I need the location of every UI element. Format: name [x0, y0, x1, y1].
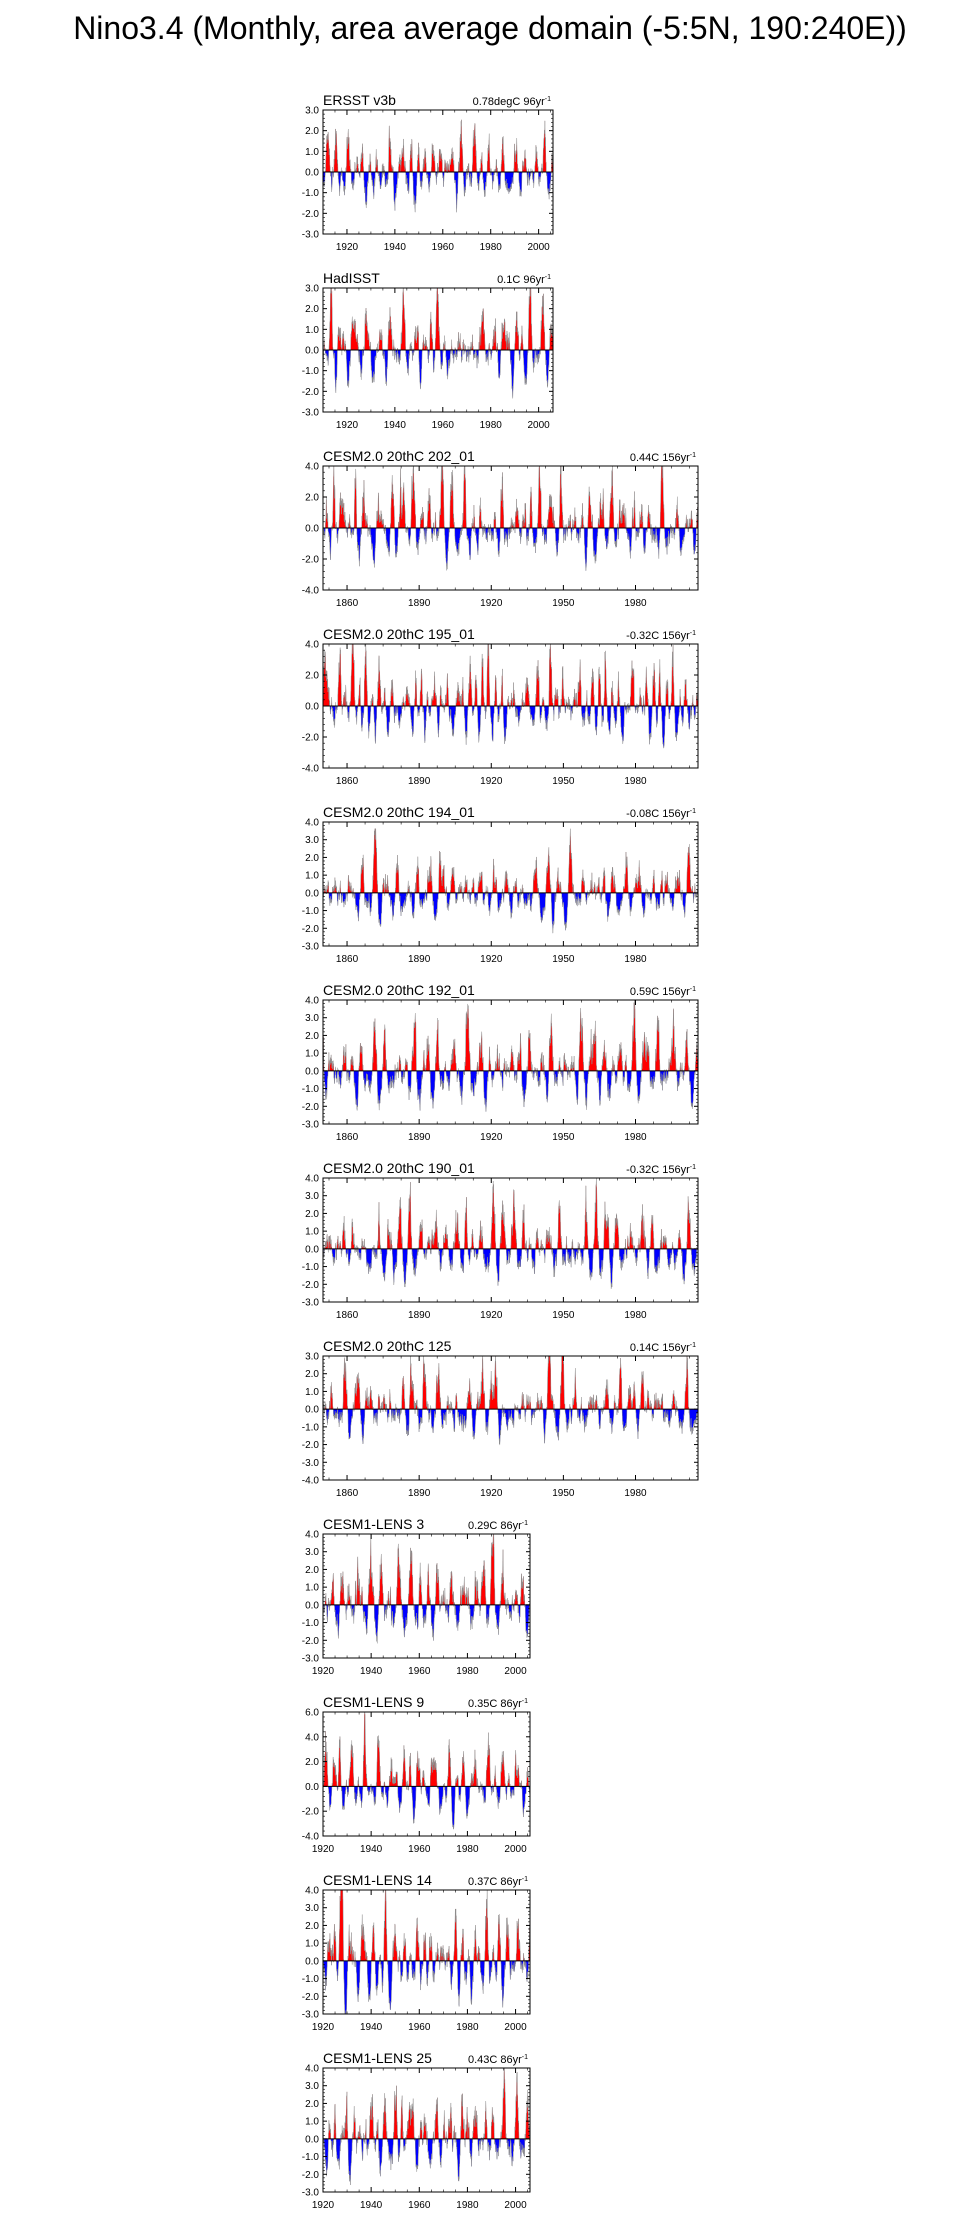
y-tick-label: 2.0: [305, 1369, 319, 1381]
x-tick-label: 1920: [335, 242, 359, 253]
y-tick-label: -3.0: [301, 407, 319, 419]
positive-anomaly-bars: [323, 1712, 529, 1786]
panel-title: CESM2.0 20thC 202_01: [323, 448, 475, 464]
x-tick-label: 1860: [335, 1488, 359, 1499]
anomaly-series-line: [323, 1712, 530, 1829]
chart-panel-2: [302, 270, 553, 431]
y-tick-label: -3.0: [301, 1457, 319, 1469]
y-tick-label: -3.0: [301, 1653, 319, 1665]
x-tick-label: 1940: [360, 2200, 383, 2211]
panel-trend-label: 0.29C $86yr^{-1}$: [467, 1520, 528, 1532]
y-tick-label: -2.0: [301, 1806, 319, 1818]
chart-panel-12: [302, 2050, 530, 2211]
y-tick-label: 0.0: [305, 2134, 319, 2146]
y-tick-label: -3.0: [301, 229, 319, 241]
x-tick-label: 1920: [480, 776, 503, 787]
y-tick-label: -3.0: [301, 2009, 319, 2021]
x-tick-label: 1860: [335, 954, 359, 965]
y-tick-label: 1.0: [305, 1386, 319, 1398]
anomaly-bars: [323, 1890, 530, 2014]
panel-title: CESM2.0 20thC 195_01: [323, 626, 475, 642]
anomaly-bars: [323, 1000, 698, 1112]
anomaly-bars: [323, 120, 553, 212]
panel-trend-label: 0.37C $86yr^{-1}$: [467, 1876, 528, 1888]
chart-panel-4: [302, 626, 698, 787]
panel-trend-label: 0.14C $156yr^{-1}$: [629, 1342, 696, 1354]
x-tick-label: 2000: [504, 2022, 527, 2033]
panel-title: CESM2.0 20thC 125: [323, 1338, 452, 1354]
x-tick-label: 1940: [383, 242, 406, 253]
plot-frame: [323, 1712, 530, 1836]
y-tick-label: -2.0: [301, 386, 319, 398]
panel-title: CESM1-LENS 9: [323, 1694, 425, 1710]
y-tick-label: 0.0: [305, 888, 319, 900]
y-tick-label: 2.0: [305, 1920, 319, 1932]
y-tick-label: 1.0: [305, 1582, 319, 1594]
x-tick-label: 1980: [624, 776, 647, 787]
y-tick-label: -2.0: [301, 208, 319, 220]
x-tick-label: 1920: [480, 1132, 503, 1143]
y-tick-label: 3.0: [305, 835, 319, 847]
x-tick-label: 1890: [408, 1488, 431, 1499]
panel-title: CESM1-LENS 3: [323, 1516, 425, 1532]
x-tick-label: 2000: [504, 1666, 527, 1677]
y-tick-label: 2.0: [305, 670, 319, 682]
panel-title: CESM2.0 20thC 192_01: [323, 982, 475, 998]
anomaly-bars: [323, 1534, 530, 1643]
x-tick-label: 1940: [360, 2022, 383, 2033]
x-tick-label: 1980: [456, 2022, 479, 2033]
panel-trend-label: 0.1C $96yr^{-1}$: [497, 274, 551, 286]
x-tick-label: 1980: [456, 1844, 479, 1855]
panel-trend-label: 0.35C $86yr^{-1}$: [467, 1698, 528, 1710]
y-tick-label: 0.0: [305, 1956, 319, 1968]
y-tick-label: 4.0: [305, 1885, 319, 1897]
x-tick-label: 1920: [311, 2022, 335, 2033]
x-tick-label: 1950: [552, 1310, 575, 1321]
y-tick-label: -4.0: [301, 763, 319, 775]
anomaly-bars: [323, 1356, 698, 1445]
y-tick-label: 2.0: [305, 1030, 319, 1042]
anomaly-bars: [323, 288, 553, 398]
y-tick-label: 0.0: [305, 1781, 319, 1793]
x-tick-label: 1960: [408, 1666, 431, 1677]
x-tick-label: 1920: [480, 1310, 503, 1321]
anomaly-bars: [323, 466, 698, 571]
y-tick-label: 2.0: [305, 1208, 319, 1220]
x-tick-label: 1950: [552, 1488, 575, 1499]
panel-trend-label: 0.44C $156yr^{-1}$: [629, 452, 696, 464]
x-tick-label: 1980: [479, 242, 502, 253]
panel-title: HadISST: [323, 270, 380, 286]
y-tick-label: 0.0: [305, 345, 319, 357]
x-tick-label: 1980: [624, 954, 647, 965]
y-tick-label: -4.0: [301, 585, 319, 597]
y-tick-label: 3.0: [305, 1351, 319, 1363]
x-tick-label: 1890: [408, 1310, 431, 1321]
x-tick-label: 1920: [480, 1488, 503, 1499]
chart-panel-9: [302, 1516, 530, 1677]
positive-anomaly-bars: [323, 644, 698, 706]
negative-anomaly-bars: [323, 172, 551, 212]
panel-title: ERSST v3b: [323, 92, 396, 108]
y-tick-label: 4.0: [305, 1173, 319, 1185]
x-tick-label: 2000: [504, 1844, 527, 1855]
y-tick-label: 1.0: [305, 146, 319, 158]
y-tick-label: -2.0: [301, 1101, 319, 1113]
x-tick-label: 1860: [335, 1132, 359, 1143]
y-tick-label: 0.0: [305, 1066, 319, 1078]
panel-trend-label: -0.08C $156yr^{-1}$: [626, 808, 696, 820]
x-tick-label: 1980: [624, 1488, 647, 1499]
y-tick-label: -1.0: [301, 366, 319, 378]
y-tick-label: 0.0: [305, 1244, 319, 1256]
y-tick-label: 2.0: [305, 126, 319, 138]
page-title: Nino3.4 (Monthly, area average domain (-5:5N, 190:240E)): [73, 10, 907, 46]
x-tick-label: 1960: [431, 242, 454, 253]
y-tick-label: 2.0: [305, 1564, 319, 1576]
y-tick-label: 3.0: [305, 1191, 319, 1203]
x-tick-label: 1980: [624, 1310, 647, 1321]
panel-trend-label: -0.32C $156yr^{-1}$: [626, 630, 696, 642]
y-tick-label: 3.0: [305, 2081, 319, 2093]
positive-anomaly-bars: [323, 829, 698, 893]
chart-panel-10: [302, 1694, 530, 1855]
y-tick-label: 4.0: [305, 2063, 319, 2075]
positive-anomaly-bars: [323, 1890, 530, 1961]
x-tick-label: 1960: [431, 420, 454, 431]
anomaly-bars: [323, 1178, 698, 1289]
y-tick-label: -4.0: [301, 1831, 319, 1843]
y-tick-label: 0.0: [305, 701, 319, 713]
y-tick-label: -4.0: [301, 1475, 319, 1487]
y-tick-label: -1.0: [301, 906, 319, 918]
y-tick-label: -3.0: [301, 2187, 319, 2199]
plot-frame: [323, 1534, 530, 1658]
y-tick-label: 4.0: [305, 1529, 319, 1541]
x-tick-label: 1980: [456, 1666, 479, 1677]
x-tick-label: 1960: [408, 2200, 431, 2211]
anomaly-bars: [323, 1712, 530, 1829]
y-tick-label: 4.0: [305, 817, 319, 829]
x-tick-label: 1980: [456, 2200, 479, 2211]
y-tick-label: -1.0: [301, 1422, 319, 1434]
anomaly-bars: [323, 2068, 530, 2185]
y-tick-label: 1.0: [305, 2116, 319, 2128]
y-tick-label: 3.0: [305, 1013, 319, 1025]
x-tick-label: 1860: [335, 1310, 359, 1321]
x-tick-label: 1980: [624, 1132, 647, 1143]
y-tick-label: 1.0: [305, 870, 319, 882]
y-tick-label: 4.0: [305, 1732, 319, 1744]
negative-anomaly-bars: [323, 1961, 528, 2014]
positive-anomaly-bars: [323, 1000, 698, 1071]
y-tick-label: -1.0: [301, 1974, 319, 1986]
y-tick-label: 1.0: [305, 1048, 319, 1060]
x-tick-label: 1920: [335, 420, 359, 431]
y-tick-label: -2.0: [301, 1279, 319, 1291]
y-tick-label: -1.0: [301, 1618, 319, 1630]
x-tick-label: 1960: [408, 2022, 431, 2033]
x-tick-label: 1940: [360, 1666, 383, 1677]
x-tick-label: 1980: [479, 420, 502, 431]
negative-anomaly-bars: [328, 1786, 530, 1829]
x-tick-label: 1890: [408, 776, 431, 787]
panel-trend-label: 0.78degC $96yr^{-1}$: [472, 96, 551, 108]
chart-panel-7: [302, 1160, 698, 1321]
chart-panel-8: [302, 1338, 698, 1499]
y-tick-label: -3.0: [301, 1297, 319, 1309]
chart-panel-3: [302, 448, 698, 609]
x-tick-label: 1950: [552, 598, 575, 609]
negative-anomaly-bars: [323, 350, 549, 398]
y-tick-label: 1.0: [305, 1226, 319, 1238]
y-tick-label: 3.0: [305, 1547, 319, 1559]
panel-title: CESM2.0 20thC 190_01: [323, 1160, 475, 1176]
panel-title: CESM2.0 20thC 194_01: [323, 804, 475, 820]
y-tick-label: 3.0: [305, 1903, 319, 1915]
y-tick-label: 0.0: [305, 1600, 319, 1612]
y-tick-label: -2.0: [301, 1991, 319, 2003]
y-tick-label: -2.0: [301, 1440, 319, 1452]
anomaly-series-line: [323, 1534, 530, 1643]
x-tick-label: 1950: [552, 776, 575, 787]
chart-panel-11: [302, 1872, 530, 2033]
x-tick-label: 1890: [408, 598, 431, 609]
y-tick-label: 3.0: [305, 105, 319, 117]
x-tick-label: 2000: [527, 242, 550, 253]
x-tick-label: 1890: [408, 1132, 431, 1143]
y-tick-label: -3.0: [301, 941, 319, 953]
x-tick-label: 1950: [552, 954, 575, 965]
y-tick-label: 1.0: [305, 1938, 319, 1950]
y-tick-label: -2.0: [301, 1635, 319, 1647]
y-tick-label: 4.0: [305, 461, 319, 473]
anomaly-bars: [323, 644, 698, 748]
x-tick-label: 1950: [552, 1132, 575, 1143]
y-tick-label: 4.0: [305, 995, 319, 1007]
y-tick-label: 0.0: [305, 167, 319, 179]
y-tick-label: 0.0: [305, 1404, 319, 1416]
y-tick-label: -3.0: [301, 1119, 319, 1131]
y-tick-label: 2.0: [305, 304, 319, 316]
x-tick-label: 1940: [360, 1844, 383, 1855]
panel-trend-label: 0.43C $86yr^{-1}$: [467, 2054, 528, 2066]
negative-anomaly-bars: [323, 1409, 698, 1445]
x-tick-label: 1960: [408, 1844, 431, 1855]
panel-title: CESM1-LENS 25: [323, 2050, 432, 2066]
x-tick-label: 1920: [480, 598, 503, 609]
y-tick-label: 2.0: [305, 852, 319, 864]
y-tick-label: 2.0: [305, 492, 319, 504]
y-tick-label: -2.0: [301, 732, 319, 744]
y-tick-label: -2.0: [301, 923, 319, 935]
plot-frame: [323, 822, 698, 946]
x-tick-label: 1860: [335, 776, 359, 787]
y-tick-label: 4.0: [305, 639, 319, 651]
x-tick-label: 1860: [335, 598, 359, 609]
anomaly-bars: [323, 829, 698, 934]
y-tick-label: 2.0: [305, 1757, 319, 1769]
chart-panel-5: [302, 804, 698, 965]
x-tick-label: 1920: [311, 1666, 335, 1677]
chart-panel-6: [302, 982, 698, 1143]
x-tick-label: 1920: [311, 1844, 335, 1855]
y-tick-label: 3.0: [305, 283, 319, 295]
y-tick-label: 1.0: [305, 324, 319, 336]
panel-trend-label: -0.32C $156yr^{-1}$: [626, 1164, 696, 1176]
y-tick-label: -1.0: [301, 1262, 319, 1274]
y-tick-label: -1.0: [301, 1084, 319, 1096]
y-tick-label: 6.0: [305, 1707, 319, 1719]
x-tick-label: 1920: [480, 954, 503, 965]
y-tick-label: -1.0: [301, 2152, 319, 2164]
y-tick-label: -2.0: [301, 554, 319, 566]
panel-trend-label: 0.59C $156yr^{-1}$: [629, 986, 696, 998]
x-tick-label: 1920: [311, 2200, 335, 2211]
chart-panel-1: [302, 92, 553, 253]
y-tick-label: 0.0: [305, 523, 319, 535]
panel-title: CESM1-LENS 14: [323, 1872, 432, 1888]
x-tick-label: 1890: [408, 954, 431, 965]
x-tick-label: 2000: [527, 420, 550, 431]
y-tick-label: -2.0: [301, 2169, 319, 2181]
x-tick-label: 2000: [504, 2200, 527, 2211]
y-tick-label: -1.0: [301, 188, 319, 200]
negative-anomaly-bars: [330, 706, 696, 748]
y-tick-label: 2.0: [305, 2098, 319, 2110]
x-tick-label: 1980: [624, 598, 647, 609]
x-tick-label: 1940: [383, 420, 406, 431]
